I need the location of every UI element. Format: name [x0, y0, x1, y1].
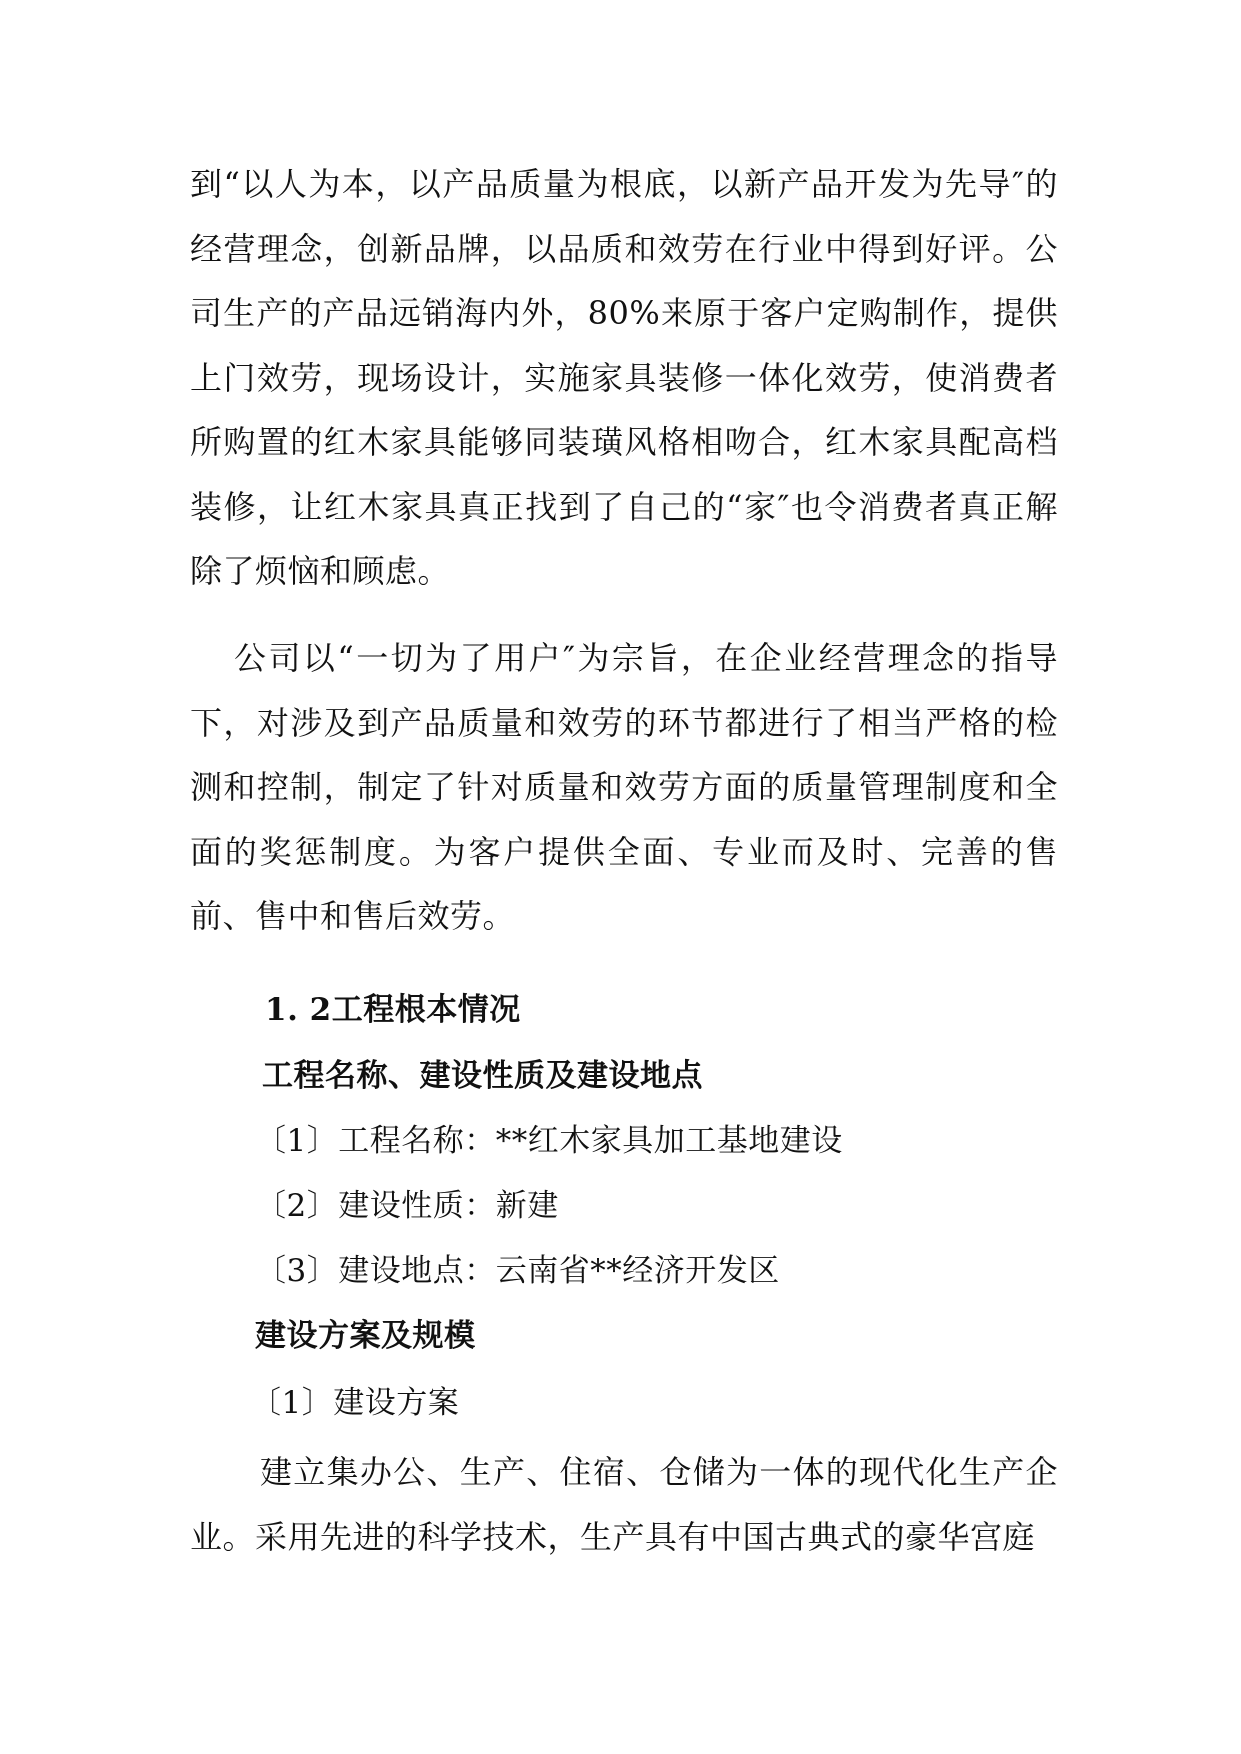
- paragraph-plan-description: 建立集办公、生产、住宿、仓储为一体的现代化生产企业。采用先进的科学技术，生产具有中国古典式的豪华宫庭: [190, 1453, 1058, 1556]
- subheading-project-info: 工程名称、建设性质及建设地点: [262, 1058, 703, 1094]
- list-item-construction-site: 〔3〕建设地点：云南省**经济开发区: [255, 1253, 780, 1289]
- list-item-plan: 〔1〕建设方案: [250, 1385, 460, 1421]
- paragraph-company-philosophy: 到“以人为本，以产品质量为根底，以新产品开发为先导″的经营理念，创新品牌，以品质和效劳在行业中得到好评。公司生产的产品远销海内外，80%来原于客户定购制作，提供上门效劳，现场设计，实施家具装修一体化效劳，使消费者所购置的红木家具能够同装璜风格相吻合，红木家具配高档装修，让红木家具真正找到了自己的“家″也令消费者真正解除了烦恼和顾虑。: [190, 165, 1058, 590]
- list-item-construction-nature: 〔2〕建设性质：新建: [255, 1188, 559, 1224]
- list-item-project-name: 〔1〕工程名称：**红木家具加工基地建设: [255, 1123, 843, 1159]
- paragraph-service-policy: 公司以“一切为了用户″为宗旨，在企业经营理念的指导下，对涉及到产品质量和效劳的环节都进行了相当严格的检测和控制，制定了针对质量和效劳方面的质量管理制度和全面的奖惩制度。为客户提供全面、专业而及时、完善的售前、售中和售后效劳。: [190, 639, 1058, 935]
- subheading-plan-scale: 建设方案及规模: [255, 1318, 476, 1354]
- section-heading: 1. 2工程根本情况: [265, 992, 521, 1028]
